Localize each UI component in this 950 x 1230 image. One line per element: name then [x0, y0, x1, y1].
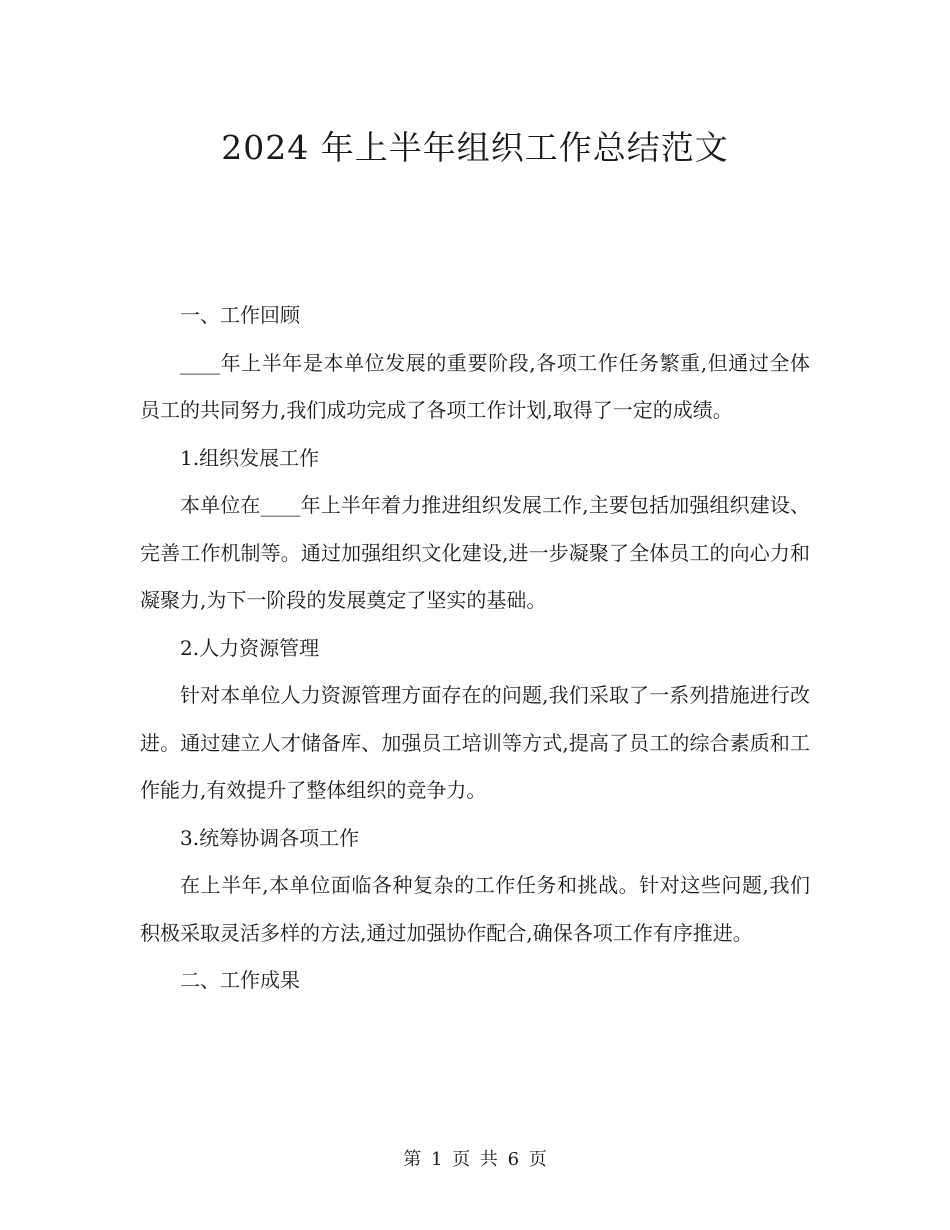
paragraph-review: ____年上半年是本单位发展的重要阶段,各项工作任务繁重,但通过全体员工的共同努力,我们成功完成了各项工作计划,取得了一定的成绩。: [140, 350, 810, 422]
subheading-org-development: 1.组织发展工作: [180, 445, 320, 470]
page-footer: 第 1 页 共 6 页: [403, 1149, 547, 1170]
subheading-coordination: 3.统筹协调各项工作: [180, 825, 360, 850]
section-heading-review: 一、工作回顾: [180, 303, 300, 327]
subheading-hr-management: 2.人力资源管理: [180, 635, 320, 660]
document-title: 2024 年上半年组织工作总结范文: [221, 128, 729, 167]
document-body: [140, 292, 810, 1005]
paragraph-hr-management: 针对本单位人力资源管理方面存在的问题,我们采取了一系列措施进行改进。通过建立人才储备库、加强员工培训等方式,提高了员工的综合素质和工作能力,有效提升了整体组织的竞争力。: [140, 683, 810, 802]
paragraph-coordination: 在上半年,本单位面临各种复杂的工作任务和挑战。针对这些问题,我们积极采取灵活多样的方法,通过加强协作配合,确保各项工作有序推进。: [140, 873, 810, 945]
paragraph-org-development: 本单位在____年上半年着力推进组织发展工作,主要包括加强组织建设、完善工作机制等。通过加强组织文化建设,进一步凝聚了全体员工的向心力和凝聚力,为下一阶段的发展奠定了坚实的基础。: [140, 493, 810, 612]
section-heading-results: 二、工作成果: [180, 968, 300, 992]
